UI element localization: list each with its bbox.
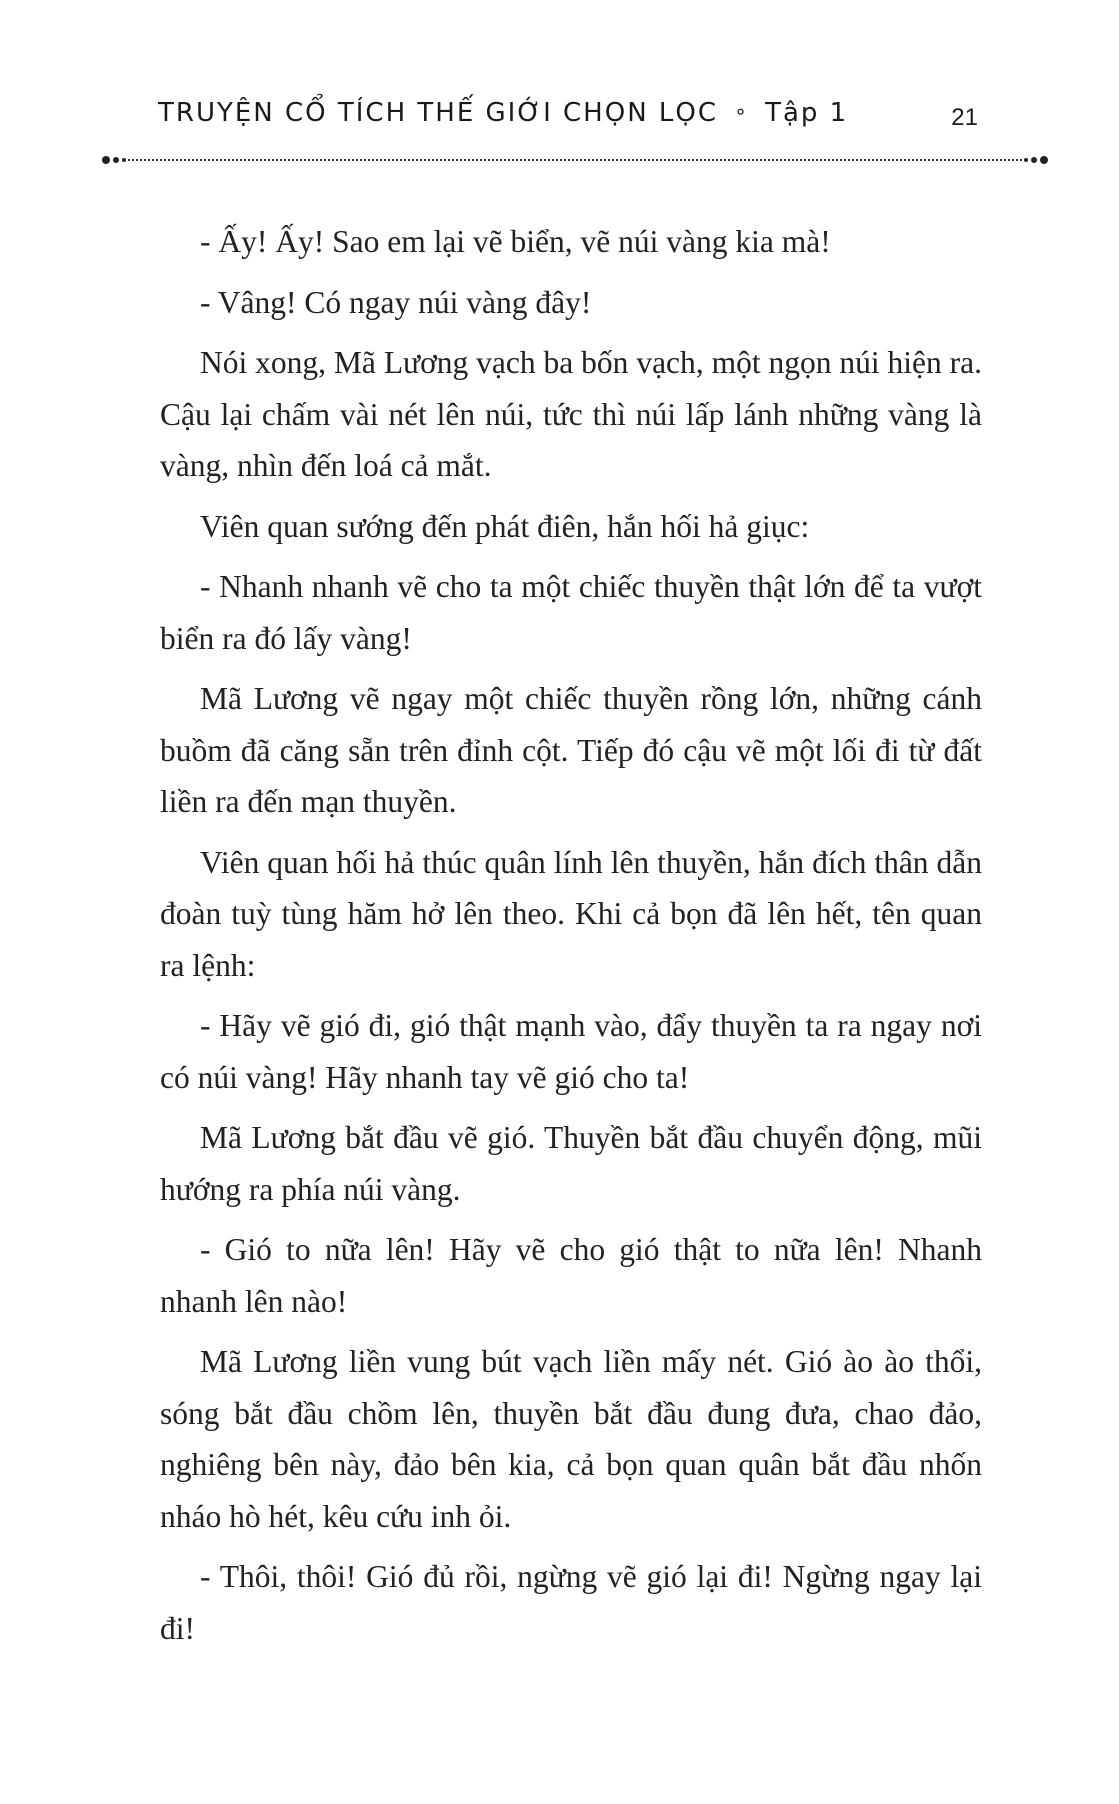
paragraph: Viên quan hối hả thúc quân lính lên thuyền, hắn đích thân dẫn đoàn tuỳ tùng hăm hở lên theo. Khi cả bọn đã lên hết, tên quan ra lệnh: (160, 844, 982, 983)
paragraph: - Thôi, thôi! Gió đủ rồi, ngừng vẽ gió lại đi! Ngừng ngay lại đi! (160, 1559, 982, 1646)
paragraph: Viên quan sướng đến phát điên, hắn hối hả giục: (200, 508, 810, 544)
page-header (158, 98, 978, 148)
volume-label: Tập 1 (765, 98, 849, 128)
divider-dotted-line (124, 159, 1026, 161)
paragraph: Mã Lương bắt đầu vẽ gió. Thuyền bắt đầu chuyển động, mũi hướng ra phía núi vàng. (160, 1120, 982, 1207)
title-separator: ∘ (734, 99, 749, 123)
paragraph: Nói xong, Mã Lương vạch ba bốn vạch, một ngọn núi hiện ra. Cậu lại chấm vài nét lên núi, tức thì núi lấp lánh những vàng là vàng, nhìn đến loá cả mắt. (160, 345, 982, 483)
paragraph: - Nhanh nhanh vẽ cho ta một chiếc thuyền thật lớn để ta vượt biển ra đó lấy vàng! (160, 569, 982, 656)
paragraph: Mã Lương vẽ ngay một chiếc thuyền rồng lớn, những cánh buồm đã căng sẵn trên đỉnh cột. Tiếp đó cậu vẽ một lối đi từ đất liền ra đến mạn thuyền. (160, 681, 982, 819)
paragraph: - Ấy! Ấy! Sao em lại vẽ biển, vẽ núi vàng kia mà! (200, 224, 831, 259)
divider-ornament-left (102, 155, 126, 164)
paragraph: - Gió to nữa lên! Hãy vẽ cho gió thật to nữa lên! Nhanh nhanh lên nào! (160, 1232, 982, 1319)
running-title (158, 98, 848, 128)
paragraph: - Vâng! Có ngay núi vàng đây! (200, 284, 592, 320)
story-body (160, 216, 982, 1663)
divider-ornament-right (1024, 155, 1048, 164)
paragraph: - Hãy vẽ gió đi, gió thật mạnh vào, đẩy thuyền ta ra ngay nơi có núi vàng! Hãy nhanh tay vẽ gió cho ta! (160, 1008, 982, 1095)
book-title: TRUYỆN CỔ TÍCH THẾ GIỚI CHỌN LỌC (158, 98, 719, 128)
paragraph: Mã Lương liền vung bút vạch liền mấy nét. Gió ào ào thổi, sóng bắt đầu chồm lên, thuyền bắt đầu đung đưa, chao đảo, nghiêng bên này, đảo bên kia, cả bọn quan quân bắt đầu nhốn nháo hò hét, kêu cứu inh ỏi. (160, 1344, 982, 1534)
page-number: 21 (951, 104, 978, 131)
header-divider (102, 155, 1048, 165)
